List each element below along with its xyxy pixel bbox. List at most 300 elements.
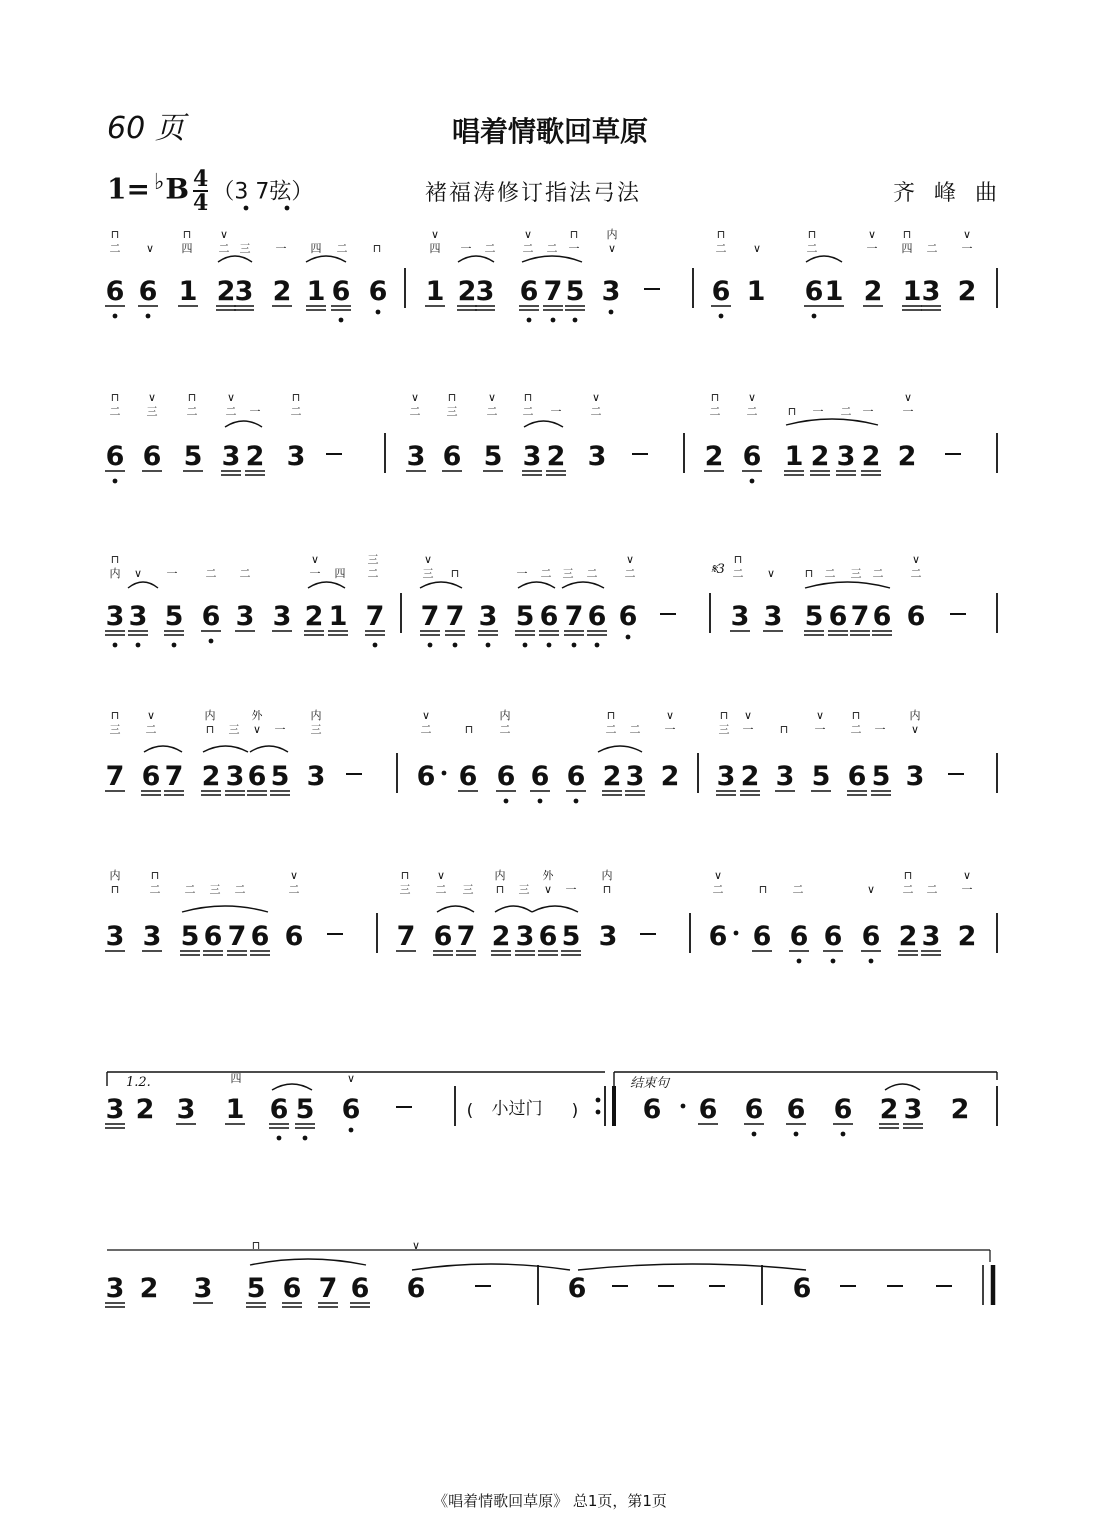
jianpu-note: 3 (105, 1094, 125, 1125)
jianpu-note: 2 (272, 276, 292, 307)
jianpu-note: 6 (906, 601, 926, 632)
fingering-one-mark: 一 (516, 567, 528, 580)
fingering-two-mark: 二 (367, 567, 379, 580)
octave-dot (750, 479, 755, 484)
fingering-one-mark: 一 (902, 405, 914, 418)
octave-dot (831, 959, 836, 964)
octave-dot (573, 318, 578, 323)
fingering-three-mark: 三 (562, 567, 574, 580)
jianpu-note: 1 (225, 1094, 245, 1125)
fingering-outer-mark: 外 (251, 709, 263, 722)
octave-dot (869, 959, 874, 964)
jianpu-note: 6 (458, 761, 478, 792)
slur (250, 746, 288, 752)
fingering-two-mark: 二 (926, 883, 938, 896)
paren-open: ( (466, 1101, 474, 1121)
octave-dot (609, 310, 614, 315)
fingering-three-mark: 三 (228, 723, 240, 736)
jianpu-note: 3 (105, 1273, 125, 1304)
jianpu-note: 2 (304, 601, 324, 632)
fingering-two-mark: 二 (902, 883, 914, 896)
jianpu-note: 5 (270, 761, 290, 792)
fingering-two-mark: 二 (546, 242, 558, 255)
octave-dot (626, 635, 631, 640)
fingering-one-mark: 一 (550, 405, 562, 418)
fingering-two-mark: 二 (806, 242, 818, 255)
jianpu-note: 3 (105, 601, 125, 632)
fingering-three-mark: 三 (209, 883, 221, 896)
fingering-two-mark: 二 (792, 883, 804, 896)
fingering-two-mark: 二 (290, 405, 302, 418)
jianpu-note: 5 (811, 761, 831, 792)
jianpu-note: 6 (786, 1094, 806, 1125)
fingering-two-mark: 二 (234, 883, 246, 896)
fingering-down_bow-mark: ⊓ (733, 553, 743, 566)
jianpu-note: 6 (744, 1094, 764, 1125)
ending-label: 结束句 (630, 1076, 670, 1091)
octave-dot (146, 314, 151, 319)
jianpu-note: 2 (957, 276, 977, 307)
jianpu-note: 6 (331, 276, 351, 307)
jianpu-note: 5 (483, 441, 503, 472)
jianpu-note: 5 (295, 1094, 315, 1125)
key-prefix: 1= (107, 172, 150, 206)
slur (562, 582, 604, 588)
fingering-down_bow-mark: ⊓ (447, 391, 457, 404)
fingering-up_bow-mark: ∨ (903, 391, 913, 404)
jianpu-note: 3 (478, 601, 498, 632)
fingering-two-mark: 二 (522, 405, 534, 418)
fingering-up_bow-mark: ∨ (543, 883, 553, 896)
slur (495, 906, 532, 912)
jianpu-note: 5 (871, 761, 891, 792)
slur (218, 256, 252, 262)
fingering-inner-mark: 内 (499, 709, 511, 722)
octave-dot (547, 643, 552, 648)
jianpu-note: 2 (863, 276, 883, 307)
interlude-label: 小过门 (491, 1099, 543, 1119)
fingering-up_bow-mark: ∨ (766, 567, 776, 580)
octave-dot (303, 1136, 308, 1141)
fingering-up_bow-mark: ∨ (962, 228, 972, 241)
jianpu-note: 3 (763, 601, 783, 632)
jianpu-note: 3 (128, 601, 148, 632)
fingering-up_bow-mark: ∨ (867, 228, 877, 241)
fingering-inner-mark: 内 (606, 228, 618, 241)
jianpu-note: 5 (515, 601, 535, 632)
fingering-one-mark: 一 (874, 723, 886, 736)
octave-dot (486, 643, 491, 648)
fingering-down_bow-mark: ⊓ (903, 869, 913, 882)
fingering-one-mark: 一 (309, 567, 321, 580)
octave-dot (172, 643, 177, 648)
fingering-four-mark: 四 (181, 242, 193, 255)
fingering-two-mark: 二 (926, 242, 938, 255)
jianpu-note: 3 (905, 761, 925, 792)
jianpu-note: 6 (642, 1094, 662, 1125)
fingering-two-mark: 二 (522, 242, 534, 255)
slur (144, 746, 182, 752)
octave-dot (523, 643, 528, 648)
jianpu-note: 3 (286, 441, 306, 472)
octave-dot (574, 799, 579, 804)
fingering-three-mark: 三 (446, 405, 458, 418)
fingering-down_bow-mark: ⊓ (110, 391, 120, 404)
fingering-up_bow-mark: ∨ (607, 242, 617, 255)
jianpu-note: 1 (306, 276, 326, 307)
jianpu-note: 6 (284, 921, 304, 952)
jianpu-note: 2 (546, 441, 566, 472)
slur (518, 582, 555, 588)
octave-dot (681, 1104, 686, 1109)
fingering-up_bow-mark: ∨ (133, 567, 143, 580)
jianpu-note: 2 (135, 1094, 155, 1125)
jianpu-note: 6 (698, 1094, 718, 1125)
jianpu-note: 6 (752, 921, 772, 952)
fingering-down_bow-mark: ⊓ (710, 391, 720, 404)
fingering-down_bow-mark: ⊓ (251, 1239, 261, 1252)
fingering-two-mark: 二 (225, 405, 237, 418)
time-top: 4 (193, 166, 209, 192)
fingering-one-mark: 一 (568, 242, 580, 255)
fingering-up_bow-mark: ∨ (625, 553, 635, 566)
fingering-up_bow-mark: ∨ (591, 391, 601, 404)
slur (272, 1084, 312, 1090)
jianpu-note: 1 (178, 276, 198, 307)
slur (885, 1084, 920, 1090)
jianpu-note: 2 (879, 1094, 899, 1125)
fingering-one-mark: 一 (814, 723, 826, 736)
fingering-inner-mark: 内 (601, 869, 613, 882)
composer-credit: 齐 峰 曲 (893, 181, 1003, 206)
octave-dot (812, 314, 817, 319)
octave-dot (113, 314, 118, 319)
octave-dot (209, 639, 214, 644)
jianpu-note: 7 (420, 601, 440, 632)
jianpu-note: 6 (828, 601, 848, 632)
page-number: 60 页 (107, 111, 185, 146)
fingering-down_bow-mark: ⊓ (495, 883, 505, 896)
fingering-two-mark: 二 (409, 405, 421, 418)
slur (522, 256, 582, 262)
jianpu-note: 3 (176, 1094, 196, 1125)
jianpu-note: 7 (850, 601, 870, 632)
jianpu-note: 2 (898, 921, 918, 952)
fingering-down_bow-mark: ⊓ (150, 869, 160, 882)
jianpu-note: 2 (602, 761, 622, 792)
fingering-up_bow-mark: ∨ (423, 553, 433, 566)
jianpu-note: 2 (740, 761, 760, 792)
fingering-down_bow-mark: ⊓ (569, 228, 579, 241)
jianpu-note: 3 (515, 921, 535, 952)
octave-dot (136, 643, 141, 648)
fingering-up_bow-mark: ∨ (145, 242, 155, 255)
slur (437, 906, 474, 912)
fingering-up_bow-mark: ∨ (436, 869, 446, 882)
fingering-two-mark: 二 (336, 242, 348, 255)
volta-label: 1.2. (126, 1075, 151, 1090)
jianpu-note: 6 (250, 921, 270, 952)
fingering-up_bow-mark: ∨ (911, 553, 921, 566)
fingering-two-mark: 二 (288, 883, 300, 896)
jianpu-note: 6 (247, 761, 267, 792)
jianpu-note: 3 (221, 441, 241, 472)
jianpu-note: 3 (105, 921, 125, 952)
jianpu-note: 6 (789, 921, 809, 952)
fingering-down_bow-mark: ⊓ (523, 391, 533, 404)
jianpu-note: 3 (921, 276, 941, 307)
octave-dot (349, 1128, 354, 1133)
octave-dot (595, 643, 600, 648)
fingering-down_bow-mark: ⊓ (110, 228, 120, 241)
jianpu-note: 7 (105, 761, 125, 792)
slur (532, 906, 578, 912)
slur (225, 421, 262, 427)
fingering-three-mark: 三 (462, 883, 474, 896)
fingering-one-mark: 一 (812, 405, 824, 418)
slur (420, 582, 462, 588)
jianpu-note: 1 (328, 601, 348, 632)
jianpu-note: 7 (396, 921, 416, 952)
jianpu-note: 6 (567, 1273, 587, 1304)
slur (458, 256, 494, 262)
octave-dot (551, 318, 556, 323)
fingering-down_bow-mark: ⊓ (719, 709, 729, 722)
fingering-two-mark: 二 (149, 883, 161, 896)
fingering-down_bow-mark: ⊓ (787, 405, 797, 418)
fingering-up_bow-mark: ∨ (410, 391, 420, 404)
flat-icon: ♭ (153, 169, 165, 195)
fingering-up_bow-mark: ∨ (289, 869, 299, 882)
fingering-two-mark: 二 (824, 567, 836, 580)
slur (306, 256, 346, 262)
jianpu-note: 6 (861, 921, 881, 952)
jianpu-note: 3 (716, 761, 736, 792)
octave-dot (277, 1136, 282, 1141)
fingering-two-mark: 二 (624, 567, 636, 580)
fingering-two-mark: 二 (239, 567, 251, 580)
fingering-one-mark: 一 (275, 242, 287, 255)
fingering-inner-mark: 内 (310, 709, 322, 722)
octave-dot (572, 643, 577, 648)
jianpu-note: 7 (445, 601, 465, 632)
jianpu-note: 5 (804, 601, 824, 632)
fingering-up_bow-mark: ∨ (219, 228, 229, 241)
fingering-down_bow-mark: ⊓ (779, 723, 789, 736)
jianpu-note: 7 (365, 601, 385, 632)
jianpu-note: 3 (522, 441, 542, 472)
fingering-two-mark: 二 (484, 242, 496, 255)
jianpu-note: 1 (784, 441, 804, 472)
fingering-two-mark: 二 (420, 723, 432, 736)
jianpu-note: 7 (318, 1273, 338, 1304)
jianpu-note: 2 (245, 441, 265, 472)
fingering-two-mark: 二 (109, 242, 121, 255)
fingering-down_bow-mark: ⊓ (464, 723, 474, 736)
fingering-three-mark: 三 (367, 553, 379, 566)
fingering-two-mark: 二 (850, 723, 862, 736)
octave-dot (442, 771, 447, 776)
jianpu-note: 3 (625, 761, 645, 792)
time-bottom: 4 (193, 190, 209, 216)
jianpu-note: 5 (565, 276, 585, 307)
jianpu-note: 6 (105, 276, 125, 307)
fingering-inner-mark: 内 (204, 709, 216, 722)
segno-sign: 𝄋3 (711, 562, 725, 577)
fingering-up_bow-mark: ∨ (487, 391, 497, 404)
jianpu-note: 6 (833, 1094, 853, 1125)
jianpu-note: 7 (564, 601, 584, 632)
fingering-down_bow-mark: ⊓ (110, 709, 120, 722)
jianpu-note: 3 (475, 276, 495, 307)
fingering-two-mark: 二 (586, 567, 598, 580)
jianpu-note: 6 (142, 441, 162, 472)
jianpu-note: 2 (139, 1273, 159, 1304)
slur (598, 746, 642, 752)
fingering-two-mark: 二 (712, 883, 724, 896)
fingering-one-mark: 一 (961, 883, 973, 896)
fingering-four-mark: 四 (334, 567, 346, 580)
slur (203, 746, 248, 752)
jianpu-note: 6 (872, 601, 892, 632)
slur (524, 421, 563, 427)
octave-dot (373, 643, 378, 648)
octave-dot (752, 1132, 757, 1137)
jianpu-note: 5 (164, 601, 184, 632)
jianpu-note: 2 (950, 1094, 970, 1125)
fingering-inner-mark: 内 (494, 869, 506, 882)
jianpu-note: 7 (543, 276, 563, 307)
jianpu-note: 7 (456, 921, 476, 952)
fingering-three-mark: 三 (109, 723, 121, 736)
jianpu-note: 7 (227, 921, 247, 952)
fingering-two-mark: 二 (540, 567, 552, 580)
fingering-two-mark: 二 (590, 405, 602, 418)
jianpu-note: 2 (810, 441, 830, 472)
jianpu-note: 6 (708, 921, 728, 952)
jianpu-note: 6 (406, 1273, 426, 1304)
tuning: （3 7弦） (212, 179, 314, 205)
jianpu-note: 6 (282, 1273, 302, 1304)
jianpu-note: 3 (601, 276, 621, 307)
fingering-two-mark: 二 (186, 405, 198, 418)
slur (786, 419, 878, 425)
jianpu-note: 6 (138, 276, 158, 307)
fingering-three-mark: 三 (718, 723, 730, 736)
jianpu-note: 7 (164, 761, 184, 792)
jianpu-note: 5 (180, 921, 200, 952)
jianpu-note: 3 (193, 1273, 213, 1304)
jianpu-note: 6 (618, 601, 638, 632)
jianpu-note: 6 (711, 276, 731, 307)
jianpu-note: 3 (836, 441, 856, 472)
fingering-three-mark: 三 (310, 723, 322, 736)
fingering-one-mark: 一 (862, 405, 874, 418)
fingering-inner-mark: 内 (909, 709, 921, 722)
jianpu-note: 3 (730, 601, 750, 632)
jianpu-note: 6 (416, 761, 436, 792)
octave-dot (596, 1110, 601, 1115)
fingering-two-mark: 二 (746, 405, 758, 418)
jianpu-note: 6 (141, 761, 161, 792)
fingering-one-mark: 一 (274, 723, 286, 736)
fingering-three-mark: 三 (399, 883, 411, 896)
fingering-outer-mark: 外 (542, 869, 554, 882)
fingering-up_bow-mark: ∨ (815, 709, 825, 722)
octave-dot (596, 1098, 601, 1103)
fingering-two-mark: 二 (709, 405, 721, 418)
octave-dot (719, 314, 724, 319)
fingering-three-mark: 三 (518, 883, 530, 896)
octave-dot (527, 318, 532, 323)
octave-dot (797, 959, 802, 964)
fingering-one-mark: 一 (742, 723, 754, 736)
fingering-two-mark: 二 (910, 567, 922, 580)
fingering-one-mark: 一 (166, 567, 178, 580)
slur (250, 1259, 366, 1265)
jianpu-note: 3 (903, 1094, 923, 1125)
jianpu-note: 1 (902, 276, 922, 307)
fingering-two-mark: 二 (715, 242, 727, 255)
jianpu-note: 2 (201, 761, 221, 792)
jianpu-note: 6 (539, 601, 559, 632)
fingering-down_bow-mark: ⊓ (291, 391, 301, 404)
fingering-up_bow-mark: ∨ (752, 242, 762, 255)
reviser-credit: 褚福涛修订指法弓法 (425, 181, 642, 206)
fingering-up_bow-mark: ∨ (310, 553, 320, 566)
octave-dot (794, 1132, 799, 1137)
jianpu-note: 6 (538, 921, 558, 952)
jianpu-note: 6 (433, 921, 453, 952)
slur (578, 1264, 806, 1270)
key-note: B (165, 172, 190, 206)
jianpu-note: 6 (442, 441, 462, 472)
fingering-up_bow-mark: ∨ (962, 869, 972, 882)
fingering-down_bow-mark: ⊓ (187, 391, 197, 404)
octave-dot (113, 643, 118, 648)
fingering-up_bow-mark: ∨ (411, 1239, 421, 1252)
fingering-two-mark: 二 (629, 723, 641, 736)
octave-dot (339, 318, 344, 323)
jianpu-note: 6 (368, 276, 388, 307)
octave-dot (504, 799, 509, 804)
jianpu-note: 2 (861, 441, 881, 472)
fingering-down_bow-mark: ⊓ (450, 567, 460, 580)
fingering-down_bow-mark: ⊓ (606, 709, 616, 722)
fingering-down_bow-mark: ⊓ (372, 242, 382, 255)
slur (128, 582, 158, 588)
jianpu-note: 2 (897, 441, 917, 472)
jianpu-note: 5 (183, 441, 203, 472)
fingering-up_bow-mark: ∨ (430, 228, 440, 241)
jianpu-note: 5 (246, 1273, 266, 1304)
fingering-up_bow-mark: ∨ (146, 709, 156, 722)
jianpu-note: 2 (957, 921, 977, 952)
paren-close: ) (571, 1101, 579, 1121)
fingering-down_bow-mark: ⊓ (758, 883, 768, 896)
jianpu-note: 3 (921, 921, 941, 952)
fingering-down_bow-mark: ⊓ (807, 228, 817, 241)
jianpu-note: 3 (598, 921, 618, 952)
fingering-up_bow-mark: ∨ (147, 391, 157, 404)
jianpu-note: 6 (269, 1094, 289, 1125)
fingering-down_bow-mark: ⊓ (851, 709, 861, 722)
fingering-down_bow-mark: ⊓ (902, 228, 912, 241)
jianpu-note: 6 (804, 276, 824, 307)
fingering-three-mark: 三 (850, 567, 862, 580)
jianpu-note: 6 (105, 441, 125, 472)
fingering-four-mark: 四 (901, 242, 913, 255)
